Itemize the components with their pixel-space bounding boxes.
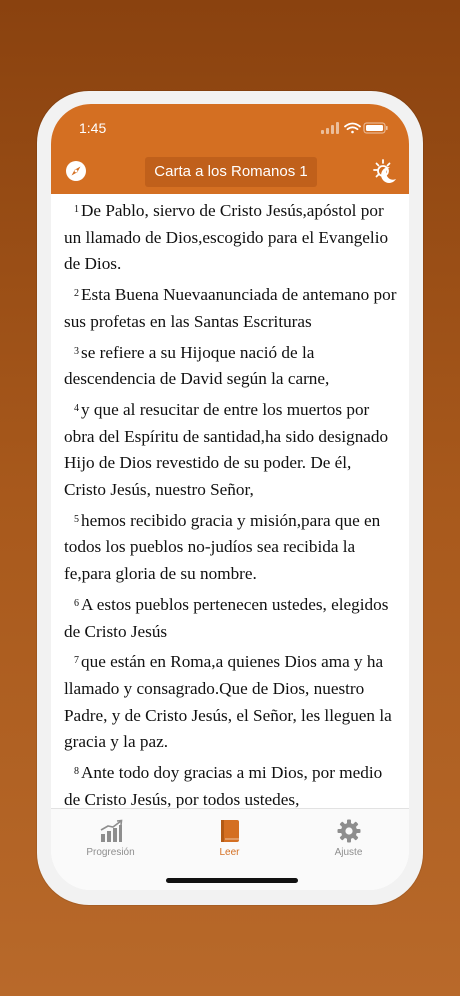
battery-icon [364,123,388,133]
wifi-icon [345,124,360,134]
tab-leer[interactable] [170,809,289,869]
tab-ajuste[interactable] [289,809,408,869]
signal-icon [321,122,339,134]
nav-bar [51,150,409,194]
verse-number: 7 [74,655,79,667]
verse-5[interactable] [51,504,409,588]
verse-text: se refiere a su Hijoque nació de la descendencia de David según la carne, [64,342,330,389]
verse-text: hemos recibido gracia y misión,para que en todos los pueblos no-judíos sea recibida la fe,para gloria de su nombre. [64,510,381,584]
status-icons [321,122,389,134]
book-icon [218,819,242,843]
verse-8[interactable] [51,756,409,808]
verse-number: 2 [74,288,79,300]
verse-6[interactable] [51,588,409,645]
status-time: 1:45 [79,120,107,136]
verse-number: 5 [74,513,79,525]
day-night-toggle-icon[interactable] [371,158,399,186]
verse-3[interactable] [51,336,409,393]
verse-number: 3 [74,345,79,357]
chapter-selector-button[interactable]: Carta a los Romanos 1 [145,157,317,187]
gear-icon [337,819,361,843]
verse-number: 4 [74,402,79,414]
verse-text: A estos pueblos pertenecen ustedes, elegidos de Cristo Jesús [64,594,389,641]
status-bar [51,104,409,150]
verse-number: 6 [74,597,79,609]
tab-label: Leer [219,847,240,858]
verse-text: y que al resucitar de entre los muertos por obra del Espíritu de santidad,ha sido designado Hijo de Dios revestido de su poder. De él, Cristo Jesús, nuestro Señor, [64,399,389,500]
verse-1[interactable] [51,194,409,278]
verse-text: Esta Buena Nuevaanunciada de antemano por sus profetas en las Santas Escrituras [64,285,397,331]
verse-2[interactable] [51,278,409,335]
verse-7[interactable] [51,645,409,756]
verse-text: que están en Roma,a quienes Dios ama y ha llamado y consagrado.Que de Dios, nuestro Padre, y de Cristo Jesús, el Señor, les lleguen la gracia y la paz. [64,652,392,752]
app-screen [51,104,409,890]
verse-number: 8 [74,766,79,778]
verse-4[interactable] [51,393,409,504]
tab-label: Progresión [86,847,135,858]
verse-text: Ante todo doy gracias a mi Dios, por medio de Cristo Jesús, por todos ustedes, [64,763,383,808]
chart-bars-icon [99,819,123,843]
tab-progresion[interactable] [51,809,170,869]
tab-label: Ajuste [334,847,363,858]
home-indicator [166,878,298,883]
compass-icon[interactable] [65,160,87,182]
chapter-text[interactable] [51,194,409,808]
verse-text: De Pablo, siervo de Cristo Jesús,apóstol por un llamado de Dios,escogido para el Evangelio de Dios. [64,201,389,274]
verse-number: 1 [74,204,79,215]
